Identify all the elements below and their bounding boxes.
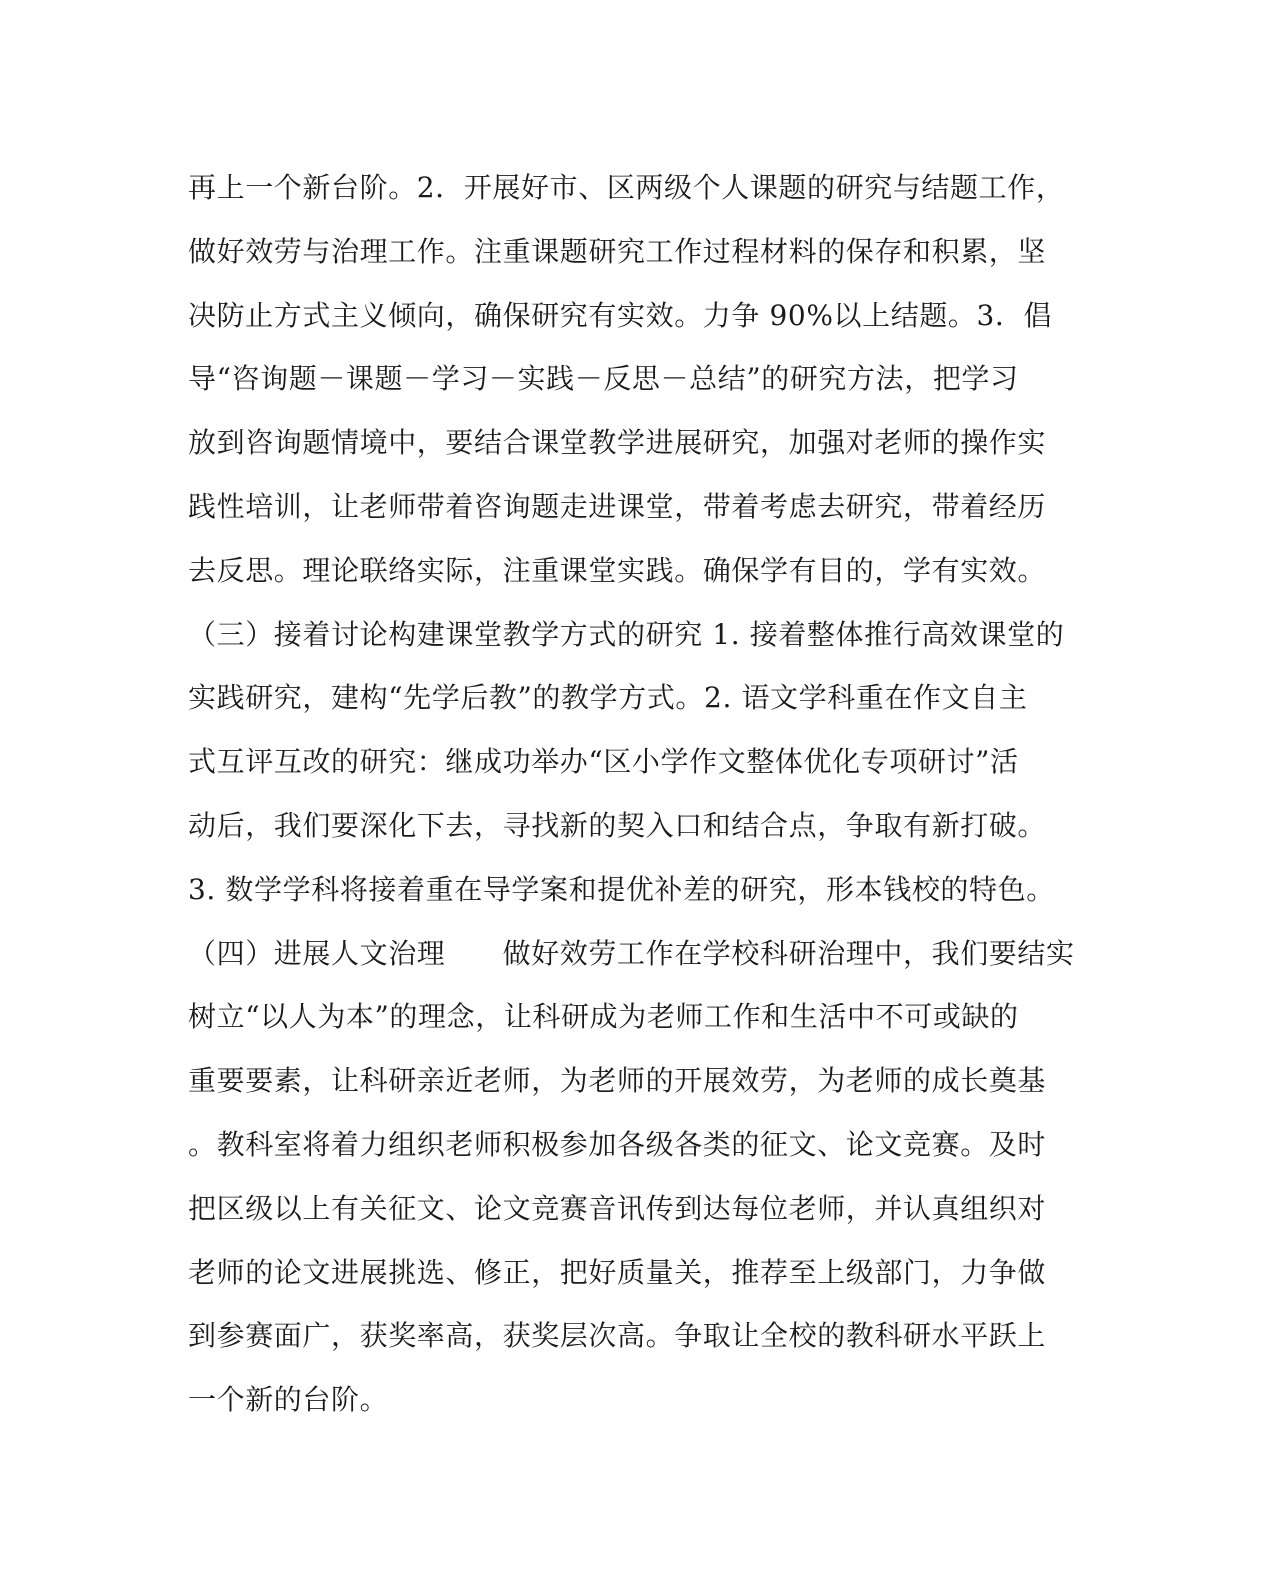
text-line: 到参赛面广，获奖率高，获奖层次高。争取让全校的教科研水平跃上 <box>188 1319 1047 1353</box>
text-line: 导“咨询题－课题－学习－实践－反思－总结”的研究方法，把学习 <box>188 362 1019 396</box>
text-line: 3. 数学学科将接着重在导学案和提优补差的研究，形本钱校的特色。 <box>188 872 1055 906</box>
text-line: 老师的论文进展挑选、修正，把好质量关，推荐至上级部门，力争做 <box>188 1255 1047 1289</box>
text-line: 动后，我们要深化下去，寻找新的契入口和结合点，争取有新打破。 <box>188 808 1047 842</box>
text-line: 式互评互改的研究：继成功举办“区小学作文整体优化专项研讨”活 <box>188 745 1019 779</box>
text-line: 做好效劳与治理工作。注重课题研究工作过程材料的保存和积累，坚 <box>188 234 1047 268</box>
text-line: （三）接着讨论构建课堂教学方式的研究 1. 接着整体推行高效课堂的 <box>188 617 1065 651</box>
body-text <box>188 156 1088 1432</box>
text-line: 一个新的台阶。 <box>188 1383 389 1417</box>
text-line: 重要要素，让科研亲近老师，为老师的开展效劳，为老师的成长奠基 <box>188 1064 1047 1098</box>
text-line: 决防止方式主义倾向，确保研究有实效。力争 90%以上结题。3．倡 <box>188 298 1053 332</box>
text-line: 去反思。理论联络实际，注重课堂实践。确保学有目的，学有实效。 <box>188 553 1047 587</box>
text-line: 树立“以人为本”的理念，让科研成为老师工作和生活中不可或缺的 <box>188 1000 1019 1034</box>
text-line: 把区级以上有关征文、论文竞赛音讯传到达每位老师，并认真组织对 <box>188 1191 1047 1225</box>
text-line: 实践研究，建构“先学后教”的教学方式。2. 语文学科重在作文自主 <box>188 681 1028 715</box>
text-line: 践性培训，让老师带着咨询题走进课堂，带着考虑去研究，带着经历 <box>188 489 1047 523</box>
text-line: 放到咨询题情境中，要结合课堂教学进展研究，加强对老师的操作实 <box>188 426 1047 460</box>
text-line: 再上一个新台阶。2．开展好市、区两级个人课题的研究与结题工作， <box>188 171 1065 204</box>
text-line: 。教科室将着力组织老师积极参加各级各类的征文、论文竞赛。及时 <box>188 1127 1047 1161</box>
text-line: （四）进展人文治理 做好效劳工作在学校科研治理中，我们要结实 <box>188 936 1075 970</box>
